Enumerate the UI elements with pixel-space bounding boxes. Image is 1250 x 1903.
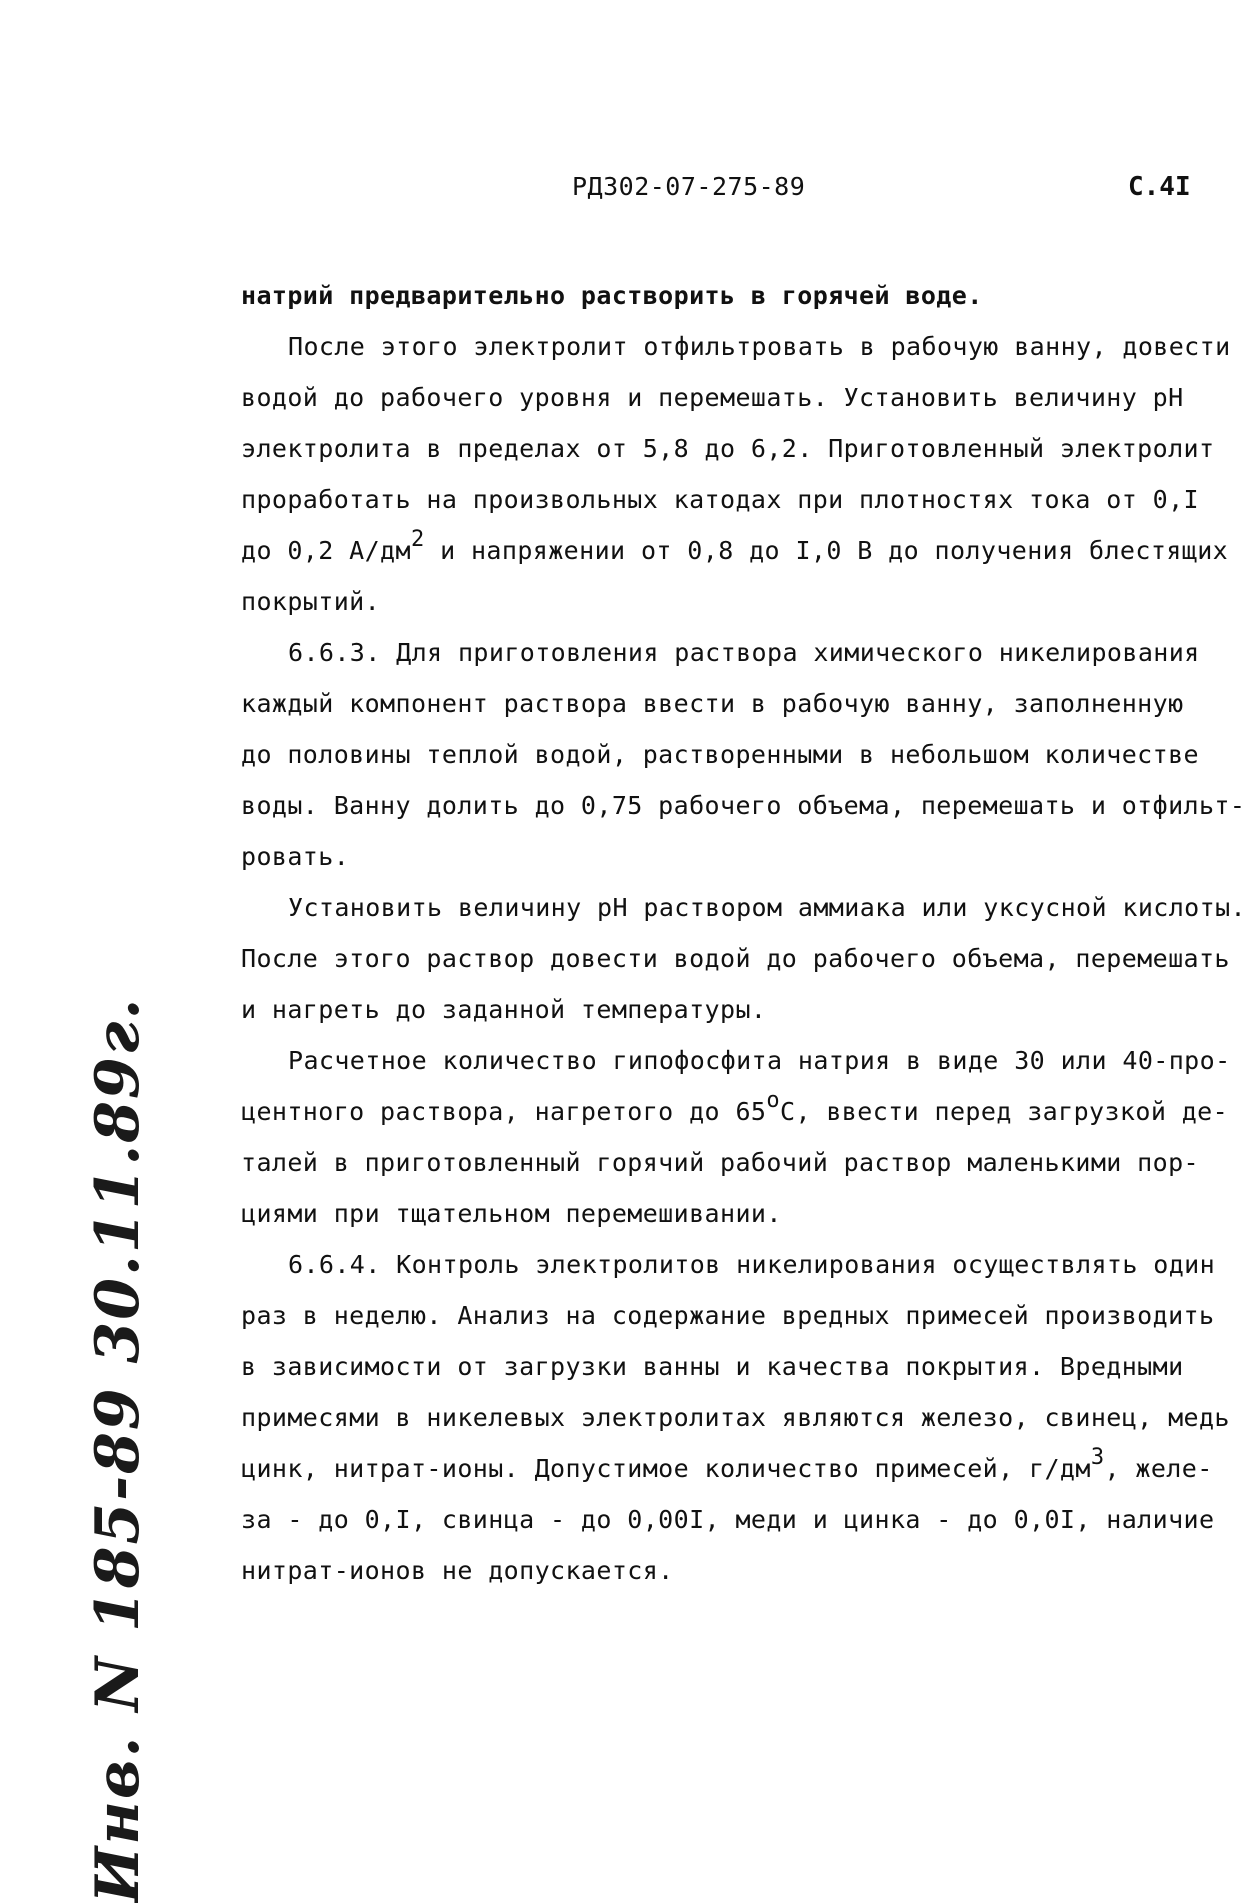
text-line: проработать на произвольных катодах при плотностях тока от 0,I <box>241 485 1199 514</box>
text-line: циями при тщательном перемешивании. <box>241 1199 782 1228</box>
text-line: натрий предварительно растворить в горячей воде. <box>241 281 983 310</box>
text-segment: центного раствора, нагретого до 65 <box>241 1097 767 1126</box>
text-segment: , желе- <box>1104 1454 1213 1483</box>
text-line <box>241 1086 1231 1137</box>
superscript: о <box>766 1087 780 1113</box>
page-number: С.4I <box>1128 172 1191 202</box>
text-line: в зависимости от загрузки ванны и качества покрытия. Вредными <box>241 1352 1184 1381</box>
text-line: примесями в никелевых электролитах являются железо, свинец, медь <box>241 1403 1230 1432</box>
text-line: покрытий. <box>241 587 381 616</box>
text-line <box>241 1443 1231 1494</box>
text-line: до половины теплой водой, растворенными в небольшом количестве <box>241 740 1199 769</box>
superscript: 2 <box>410 526 425 552</box>
text-line <box>241 525 1231 576</box>
text-line: талей в приготовленный горячий рабочий раствор маленькими пор- <box>241 1148 1199 1177</box>
superscript: 3 <box>1090 1444 1105 1470</box>
text-line: водой до рабочего уровня и перемешать. Установить величину рН <box>241 383 1184 412</box>
page-header <box>0 172 1250 212</box>
text-line: каждый компонент раствора ввести в рабочую ванну, заполненную <box>241 689 1184 718</box>
text-line: за - до 0,I, свинца - до 0,00I, меди и цинка - до 0,0I, наличие <box>241 1505 1215 1534</box>
text-segment: С, ввести перед загрузкой де- <box>780 1097 1229 1126</box>
text-segment: цинк, нитрат-ионы. Допустимое количество примесей, г/дм <box>241 1454 1091 1483</box>
text-line: ровать. <box>241 842 350 871</box>
handwritten-inventory-stamp <box>58 996 178 1903</box>
text-line: После этого электролит отфильтровать в рабочую ванну, довести <box>288 332 1231 361</box>
text-line: После этого раствор довести водой до рабочего объема, перемешать <box>241 944 1230 973</box>
text-line: Установить величину рН раствором аммиака или уксусной кислоты. <box>288 893 1246 922</box>
document-body <box>241 270 1246 1596</box>
text-segment: до 0,2 А/дм <box>241 536 411 565</box>
inventory-number: Инв. N 185-89 30.11.89г. <box>83 996 153 1903</box>
paragraph-heading-6-6-3: 6.6.3. Для приготовления раствора химического никелирования <box>288 638 1200 667</box>
document-code: РД302-07-275-89 <box>572 172 806 201</box>
text-line: нитрат-ионов не допускается. <box>241 1556 674 1585</box>
text-line: раз в неделю. Анализ на содержание вредных примесей производить <box>241 1301 1215 1330</box>
text-line: Расчетное количество гипофосфита натрия в виде 30 или 40-про- <box>288 1046 1231 1075</box>
text-line: воды. Ванну долить до 0,75 рабочего объема, перемешать и отфильт- <box>241 791 1246 820</box>
text-line: электролита в пределах от 5,8 до 6,2. Приготовленный электролит <box>241 434 1215 463</box>
text-segment: и напряжении от 0,8 до I,0 В до получения блестящих <box>424 536 1229 565</box>
text-line: и нагреть до заданной температуры. <box>241 995 767 1024</box>
paragraph-heading-6-6-4: 6.6.4. Контроль электролитов никелирования осуществлять один <box>288 1250 1216 1279</box>
